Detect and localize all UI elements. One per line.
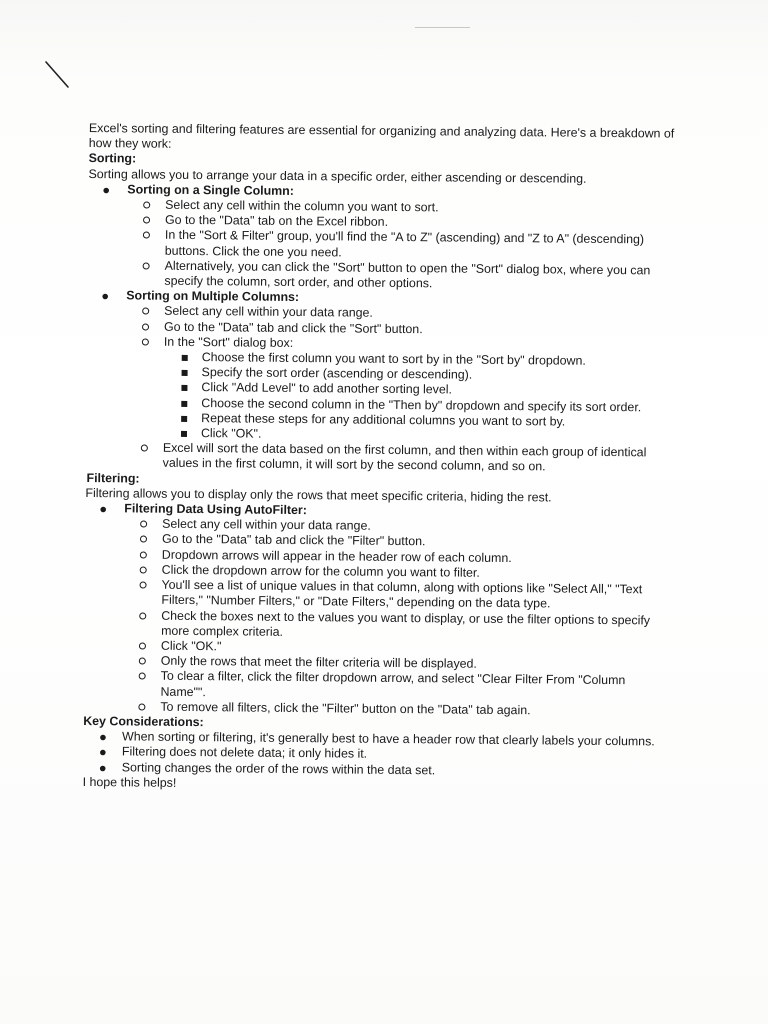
bullet-dot: ●	[101, 288, 110, 304]
multiple-columns-title: Sorting on Multiple Columns:	[126, 288, 300, 305]
bullet-dot: ●	[102, 181, 111, 198]
intro-paragraph: Excel's sorting and filtering features are essential for organizing and analyzing data. Here's a breakdown of how they work:	[88, 121, 675, 151]
autofilter-steps	[122, 517, 675, 720]
autofilter-section	[83, 501, 675, 719]
list-item: Go to the "Data" tab and click the "Sort" button.	[126, 319, 677, 339]
list-item: ● Sorting changes the order of the rows within the data set.	[98, 759, 436, 777]
sorting-list	[86, 182, 679, 477]
bullet-dot: ●	[99, 501, 108, 517]
list-item: Choose the second column in the "Then by" dropdown and specify its sort order.	[163, 395, 676, 415]
list-item: In the "Sort" dialog box: Choose the first column you want to sort by in the "Sort by" dropdown. Specify the sort order (ascending or descending). Click "Add Level" to add another sorting level. Choose the second column in the "Then by" dropdown and specify its sort order. Repeat these steps for any additional columns you want to sort by. Click "OK".	[125, 334, 677, 446]
list-item: Specify the sort order (ascending or descending).	[164, 365, 677, 385]
list-item: Check the boxes next to the values you want to display, or use the filter options to specify more complex criteria.	[123, 608, 674, 644]
filtering-heading: Filtering:	[86, 470, 140, 486]
scan-artifact-line	[415, 27, 470, 28]
list-item: Only the rows that meet the filter criteria will be displayed.	[123, 653, 674, 673]
closing-line: I hope this helps!	[82, 774, 177, 790]
filtering-description: Filtering allows you to display only the rows that meet specific criteria, hiding the rest.	[85, 485, 552, 505]
list-item: Go to the "Data" tab on the Excel ribbon.	[127, 213, 678, 233]
autofilter-title: Filtering Data Using AutoFilter:	[124, 501, 307, 518]
list-item: Dropdown arrows will appear in the header row of each column.	[124, 547, 675, 567]
sorting-heading: Sorting:	[88, 151, 137, 166]
single-column-section	[87, 182, 678, 294]
list-item: Excel will sort the data based on the first column, and then within each group of identical values in the first column, it will sort by the second column, and so on.	[125, 441, 676, 477]
single-column-title: Sorting on a Single Column:	[127, 182, 294, 198]
sort-dialog-substeps	[163, 350, 677, 446]
list-item: Click "OK".	[163, 426, 676, 446]
list-item: ● Filtering does not delete data; it only hides it.	[98, 744, 368, 762]
list-item: Select any cell within the column you want to sort.	[127, 197, 678, 217]
pen-stroke-mark	[44, 60, 74, 90]
single-column-steps	[126, 197, 678, 294]
list-item: ● When sorting or filtering, it's generally best to have a header row that clearly labels your columns.	[99, 729, 655, 749]
sorting-description: Sorting allows you to arrange your data in a specific order, either ascending or descending.	[88, 166, 587, 186]
list-item: Alternatively, you can click the "Sort" button to open the "Sort" dialog box, where you can specify the column, sort order, and other options.	[126, 258, 677, 294]
key-considerations-list	[83, 729, 673, 780]
list-item: You'll see a list of unique values in that column, along with options like "Select All," "Text Filters," "Number Filters," or "Date Filters," depending on the data type.	[123, 577, 674, 613]
document-body	[83, 121, 679, 796]
multiple-columns-steps	[125, 304, 678, 477]
list-item: Select any cell within your data range.	[124, 517, 675, 537]
filtering-list	[83, 501, 675, 719]
list-item: Select any cell within your data range.	[126, 304, 677, 324]
list-item: To clear a filter, click the filter dropdown arrow, and select "Clear Filter From "Column Name"".	[122, 669, 673, 705]
multiple-columns-section	[86, 288, 678, 476]
list-item: Click the dropdown arrow for the column you want to filter.	[124, 562, 675, 582]
list-item: Choose the first column you want to sort by in the "Sort by" dropdown.	[164, 350, 677, 370]
list-item: Go to the "Data" tab and click the "Filter" button.	[124, 532, 675, 552]
list-item: Repeat these steps for any additional columns you want to sort by.	[163, 411, 676, 431]
list-item: In the "Sort & Filter" group, you'll find the "A to Z" (ascending) and "Z to A" (descending) buttons. Click the one you need.	[127, 228, 678, 264]
list-item: Click "OK."	[123, 638, 674, 658]
list-item: Click "Add Level" to add another sorting level.	[163, 380, 676, 400]
list-item: To remove all filters, click the "Filter" button on the "Data" tab again.	[122, 699, 673, 719]
key-considerations-heading: Key Considerations:	[83, 713, 204, 730]
